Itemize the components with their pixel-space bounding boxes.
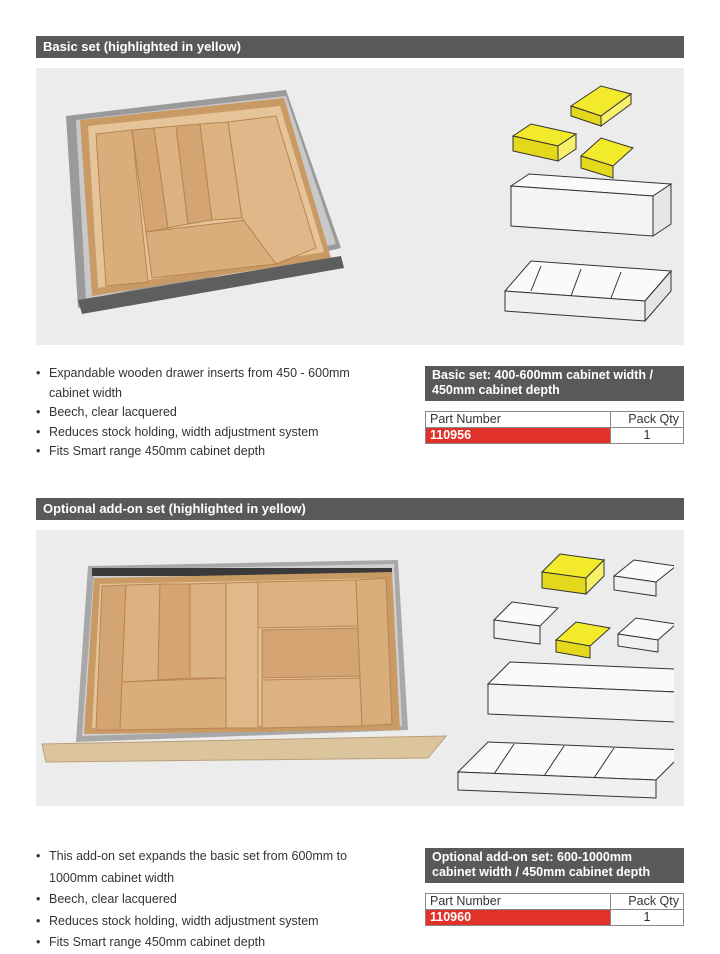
feature-item: • Beech, clear lacquered — [36, 403, 386, 423]
pack-qty-cell: 1 — [611, 428, 684, 444]
spec-title-addon: Optional add-on set: 600-1000mm cabinet width / 450mm cabinet depth — [425, 848, 684, 883]
feature-list-basic — [36, 364, 386, 462]
product-image-panel-basic — [36, 68, 684, 345]
table-row — [426, 910, 684, 926]
product-image-panel-addon — [36, 530, 684, 806]
table-row — [426, 428, 684, 444]
feature-list-addon — [36, 846, 376, 954]
feature-item: • This add-on set expands the basic set from 600mm to 1000mm cabinet width — [36, 846, 376, 889]
table-header-row — [426, 412, 684, 428]
table-header-row — [426, 894, 684, 910]
feature-item: • Beech, clear lacquered — [36, 889, 376, 911]
part-number-cell: 110956 — [426, 428, 611, 444]
col-pack-qty: Pack Qty — [611, 412, 684, 428]
col-part-number: Part Number — [426, 412, 611, 428]
exploded-diagram-addon — [454, 536, 674, 806]
section-title-basic: Basic set (highlighted in yellow) — [36, 36, 684, 58]
spec-box-addon — [425, 848, 684, 926]
spec-box-basic — [425, 366, 684, 444]
part-number-cell: 110960 — [426, 910, 611, 926]
col-pack-qty: Pack Qty — [611, 894, 684, 910]
col-part-number: Part Number — [426, 894, 611, 910]
section-title-addon: Optional add-on set (highlighted in yellow) — [36, 498, 684, 520]
spec-title-basic: Basic set: 400-600mm cabinet width / 450mm cabinet depth — [425, 366, 684, 401]
feature-item: • Fits Smart range 450mm cabinet depth — [36, 442, 386, 462]
feature-item: • Reduces stock holding, width adjustment system — [36, 911, 376, 933]
part-table-basic — [425, 411, 684, 444]
exploded-diagram-basic — [461, 76, 681, 336]
feature-item: • Fits Smart range 450mm cabinet depth — [36, 932, 376, 954]
feature-item: • Expandable wooden drawer inserts from 450 - 600mm cabinet width — [36, 364, 386, 403]
part-table-addon — [425, 893, 684, 926]
feature-item: • Reduces stock holding, width adjustment system — [36, 423, 386, 443]
pack-qty-cell: 1 — [611, 910, 684, 926]
